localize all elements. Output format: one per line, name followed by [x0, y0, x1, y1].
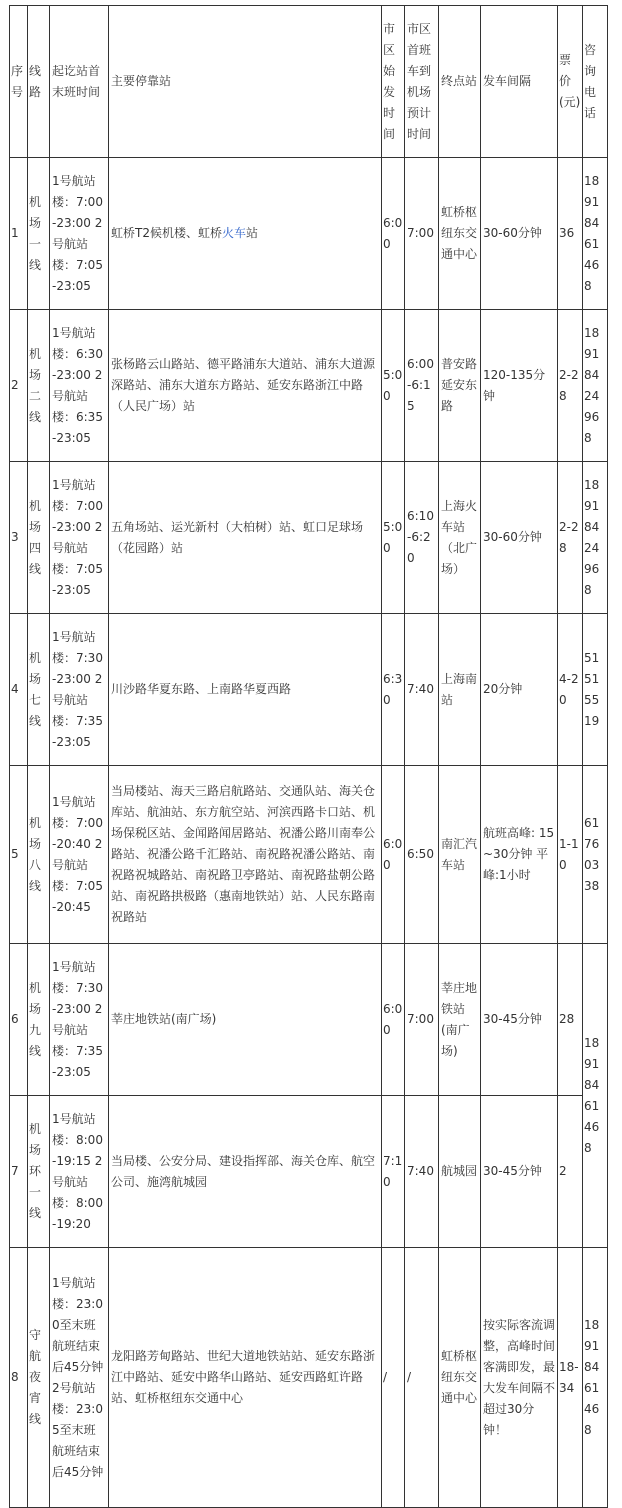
cell-time: 1号航站楼：7:30-23:00 2号航站楼：7:35-23:05	[50, 944, 109, 1096]
cell-arrive: 7:40	[405, 614, 439, 766]
cell-stops: 当局楼站、海天三路启航路站、交通队站、海关仓库站、航油站、东方航空站、河滨西路卡口站、机场保税区站、金闻路闻居路站、祝潘公路川南奉公路站、祝潘公路千汇路站、南祝路祝潘公路站、南祝路祝城路站、南祝路卫亭路站、南祝路盐朝公路站、南祝路拱极路（惠南地铁站）站、人民东路南祝路站	[109, 766, 382, 944]
stops-text: 虹桥T2候机楼、虹桥	[111, 226, 222, 240]
cell-line: 机场四线	[28, 462, 50, 614]
cell-stops: 川沙路华夏东路、上南路华夏西路	[109, 614, 382, 766]
cell-terminal: 普安路延安东路	[439, 310, 481, 462]
cell-no: 7	[10, 1096, 28, 1248]
cell-phone: 18918424968	[583, 462, 608, 614]
header-interval: 发车间隔	[481, 6, 558, 158]
cell-stops	[109, 158, 382, 310]
cell-time: 1号航站楼：7:30-23:00 2号航站楼：7:35-23:05	[50, 614, 109, 766]
cell-no: 6	[10, 944, 28, 1096]
header-first-city: 市区始发时间	[382, 6, 405, 158]
stops-text-end: 站	[245, 226, 258, 240]
cell-line: 机场一线	[28, 158, 50, 310]
cell-interval: 30-45分钟	[481, 944, 558, 1096]
header-time: 起讫站首末班时间	[50, 6, 109, 158]
table-row	[10, 1248, 608, 1508]
cell-line: 守航夜宵线	[28, 1248, 50, 1508]
cell-first-city: 6:00	[382, 944, 405, 1096]
cell-arrive: 7:00	[405, 944, 439, 1096]
cell-line: 机场环一线	[28, 1096, 50, 1248]
table-row	[10, 944, 608, 1096]
cell-terminal: 莘庄地铁站(南广场)	[439, 944, 481, 1096]
cell-line: 机场八线	[28, 766, 50, 944]
cell-arrive: 6:50	[405, 766, 439, 944]
cell-interval: 航班高峰: 15~30分钟 平峰:1小时	[481, 766, 558, 944]
cell-first-city: /	[382, 1248, 405, 1508]
cell-fare: 1-10	[558, 766, 583, 944]
cell-phone: 18918461468	[583, 944, 608, 1248]
table-row	[10, 614, 608, 766]
cell-fare: 2-28	[558, 310, 583, 462]
cell-first-city: 7:10	[382, 1096, 405, 1248]
table-row	[10, 766, 608, 944]
cell-interval: 30-45分钟	[481, 1096, 558, 1248]
cell-arrive: 7:40	[405, 1096, 439, 1248]
cell-interval: 按实际客流调整，高峰时间客满即发，最大发车间隔不超过30分钟！	[481, 1248, 558, 1508]
cell-fare: 18-34	[558, 1248, 583, 1508]
cell-stops: 莘庄地铁站(南广场)	[109, 944, 382, 1096]
cell-phone: 18918461468	[583, 158, 608, 310]
cell-stops: 龙阳路芳甸路站、世纪大道地铁站站、延安东路浙江中路站、延安中路华山路站、延安西路虹许路站、虹桥枢纽东交通中心	[109, 1248, 382, 1508]
cell-first-city: 6:30	[382, 614, 405, 766]
cell-stops: 张杨路云山路站、德平路浦东大道站、浦东大道源深路站、浦东大道东方路站、延安东路浙江中路（人民广场）站	[109, 310, 382, 462]
cell-terminal: 航城园	[439, 1096, 481, 1248]
cell-first-city: 5:00	[382, 310, 405, 462]
cell-time: 1号航站楼：7:00-23:00 2号航站楼：7:05-23:05	[50, 462, 109, 614]
cell-phone: 61760338	[583, 766, 608, 944]
cell-no: 3	[10, 462, 28, 614]
bus-route-table	[9, 5, 608, 1508]
train-station-link[interactable]: 火车	[221, 226, 246, 240]
cell-terminal: 上海火车站（北广场）	[439, 462, 481, 614]
cell-time: 1号航站楼：6:30-23:00 2号航站楼：6:35-23:05	[50, 310, 109, 462]
cell-time: 1号航站楼：7:00-23:00 2号航站楼：7:05-23:05	[50, 158, 109, 310]
cell-no: 2	[10, 310, 28, 462]
cell-interval: 30-60分钟	[481, 158, 558, 310]
cell-fare: 2	[558, 1096, 583, 1248]
cell-first-city: 6:00	[382, 158, 405, 310]
cell-terminal: 上海南站	[439, 614, 481, 766]
cell-first-city: 5:00	[382, 462, 405, 614]
cell-line: 机场九线	[28, 944, 50, 1096]
cell-fare: 2-28	[558, 462, 583, 614]
header-phone: 咨询电话	[583, 6, 608, 158]
cell-terminal: 虹桥枢纽东交通中心	[439, 158, 481, 310]
cell-interval: 20分钟	[481, 614, 558, 766]
cell-phone: 18918424968	[583, 310, 608, 462]
cell-time: 1号航站楼：8:00-19:15 2号航站楼：8:00-19:20	[50, 1096, 109, 1248]
header-terminal: 终点站	[439, 6, 481, 158]
header-fare: 票价(元)	[558, 6, 583, 158]
table-row	[10, 462, 608, 614]
cell-phone: 51515519	[583, 614, 608, 766]
table-row	[10, 158, 608, 310]
cell-terminal: 南汇汽车站	[439, 766, 481, 944]
table-row	[10, 1096, 608, 1248]
cell-no: 1	[10, 158, 28, 310]
cell-first-city: 6:00	[382, 766, 405, 944]
header-row	[10, 6, 608, 158]
cell-time: 1号航站楼：7:00-20:40 2号航站楼：7:05-20:45	[50, 766, 109, 944]
cell-interval: 120-135分钟	[481, 310, 558, 462]
cell-fare: 36	[558, 158, 583, 310]
header-line: 线路	[28, 6, 50, 158]
cell-no: 4	[10, 614, 28, 766]
cell-time: 1号航站楼：23:00至末班航班结束后45分钟 2号航站楼：23:05至末班航班结束后45分钟	[50, 1248, 109, 1508]
cell-fare: 28	[558, 944, 583, 1096]
cell-line: 机场二线	[28, 310, 50, 462]
cell-arrive: 6:10-6:20	[405, 462, 439, 614]
header-stops: 主要停靠站	[109, 6, 382, 158]
cell-line: 机场七线	[28, 614, 50, 766]
cell-interval: 30-60分钟	[481, 462, 558, 614]
cell-no: 8	[10, 1248, 28, 1508]
table-row	[10, 310, 608, 462]
cell-arrive: 6:00-6:15	[405, 310, 439, 462]
header-no: 序号	[10, 6, 28, 158]
cell-fare: 4-20	[558, 614, 583, 766]
cell-phone: 18918461468	[583, 1248, 608, 1508]
cell-no: 5	[10, 766, 28, 944]
header-arrive: 市区首班车到机场预计时间	[405, 6, 439, 158]
cell-arrive: /	[405, 1248, 439, 1508]
cell-terminal: 虹桥枢纽东交通中心	[439, 1248, 481, 1508]
cell-stops: 当局楼、公安分局、建设指挥部、海关仓库、航空公司、施湾航城园	[109, 1096, 382, 1248]
cell-stops: 五角场站、运光新村（大柏树）站、虹口足球场（花园路）站	[109, 462, 382, 614]
cell-arrive: 7:00	[405, 158, 439, 310]
